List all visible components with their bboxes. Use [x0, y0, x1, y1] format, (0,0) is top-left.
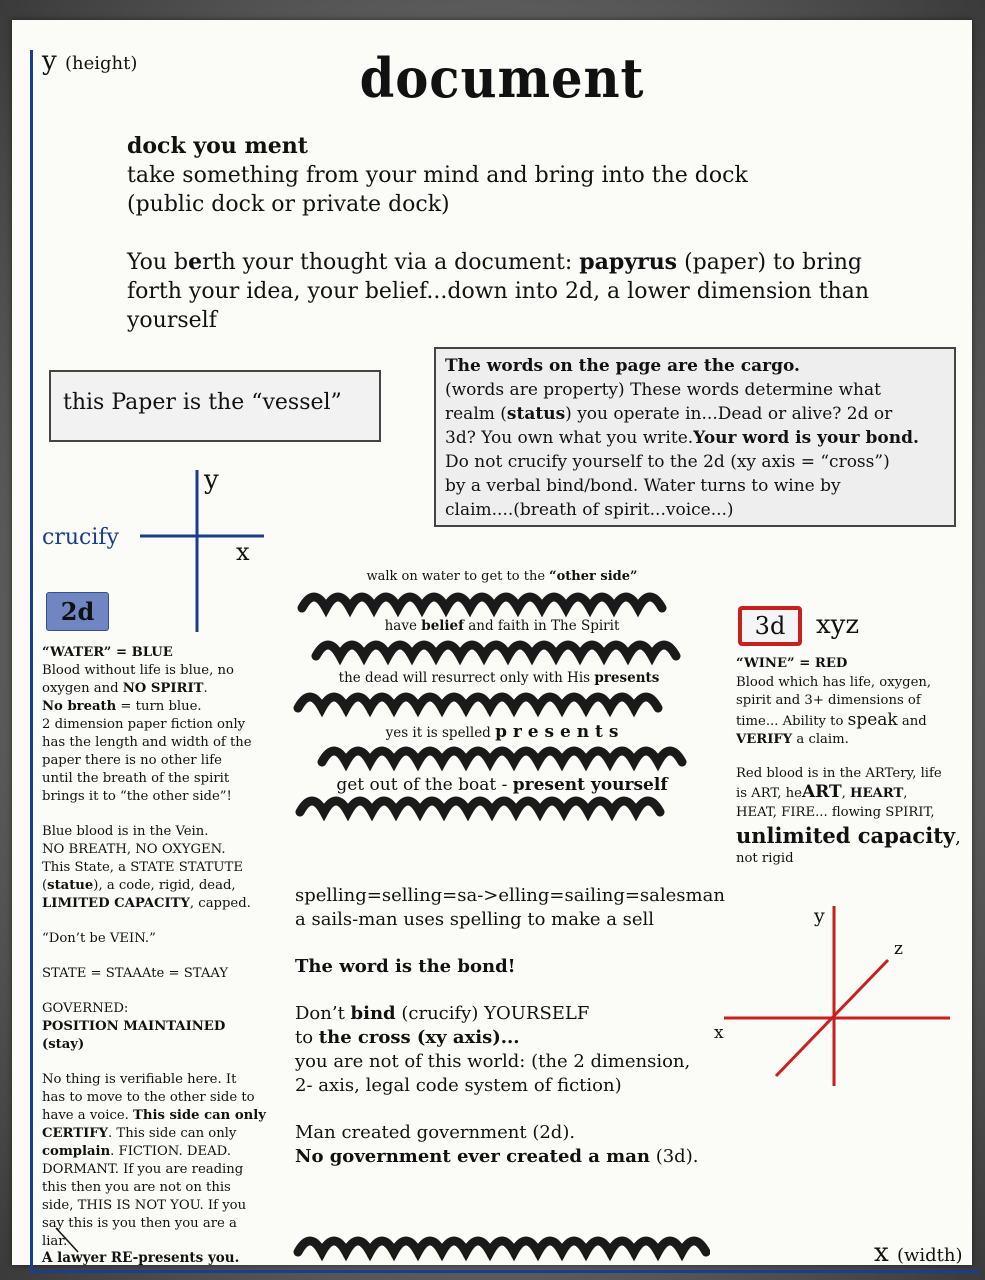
vein-quote: “Don’t be VEIN.” [42, 931, 156, 946]
page-title: document [359, 46, 645, 110]
cargo-line: 3d? You own what you write.Your word is your bond. [445, 428, 919, 448]
state-line: STATE = STAAAte = STAAY [42, 966, 229, 981]
corner-y-label: y (height) [42, 46, 138, 76]
cargo-line: Do not crucify yourself to the 2d (xy axis = “cross”) [445, 452, 890, 472]
wave-4 [322, 751, 682, 762]
xyz-label: xyz [816, 610, 860, 640]
wave-text-2: have belief and faith in The Spirit [384, 618, 620, 634]
spelling-paragraph: spelling=selling=sa->elling=sailing=salesman a sails-man uses spelling to make a sell [295, 885, 725, 930]
governed-paragraph: GOVERNED: POSITION MAINTAINED (stay) [42, 1001, 226, 1052]
badge-2d: 2d [46, 592, 109, 631]
x-axis-border [30, 1270, 980, 1273]
wave-text-5: get out of the boat - present yourself [336, 775, 668, 795]
intro-paragraph: You berth your thought via a document: papyrus (paper) to bring [127, 249, 863, 275]
cross-diagram [132, 460, 272, 640]
cargo-line: (words are property) These words determine what [445, 380, 881, 400]
water-paragraph: “WATER” = BLUE Blood without life is blue, no oxygen and NO SPIRIT. No breath = turn blue. 2 dimension paper fiction only has the length and width of the paper there is no other life until the breath of the spirit brings it to “the other side”! [42, 645, 252, 804]
axis-3d-z-label: z [894, 939, 903, 959]
paper-sheet [12, 20, 972, 1268]
y-axis-border [30, 50, 33, 1272]
intro-text [127, 132, 927, 335]
cargo-box [434, 347, 956, 527]
cargo-line: by a verbal bind/bond. Water turns to wine by [445, 476, 841, 496]
wave-text-4: yes it is spelled p r e s e n t s [385, 722, 619, 742]
wave-text-3: the dead will resurrect only with His presents [338, 670, 660, 686]
wave-3 [298, 697, 658, 708]
wine-paragraph: “WINE” = RED Blood which has life, oxygen, spirit and 3+ dimensions of time... Ability to speak and VERIFY a claim. [736, 656, 932, 747]
badge-3d: 3d [738, 606, 802, 646]
cargo-line: claim....(breath of spirit...voice...) [445, 500, 734, 520]
cross-x-label: x [236, 538, 250, 566]
intro-line: (public dock or private dock) [127, 192, 450, 217]
vein-paragraph: Blue blood is in the Vein. NO BREATH, NO OXYGEN. This State, a STATE STATUTE (statue), a code, rigid, dead, LIMITED CAPACITY, capped. [42, 824, 251, 911]
intro-line: forth your idea, your belief...down into 2d, a lower dimension than [127, 279, 870, 304]
right-column [736, 655, 976, 884]
intro-line: yourself [127, 308, 217, 333]
intro-heading: dock you ment [127, 133, 308, 159]
bottom-wave [290, 1226, 710, 1266]
corner-x-label: x (width) [874, 1238, 963, 1268]
axis-3d-y-label: y [814, 905, 825, 927]
artery-paragraph: Red blood is in the ARTery, life is ART, heART, HEART, HEAT, FIRE... flowing SPIRIT, unlimited capacity, not rigid [736, 765, 961, 866]
wave-2 [316, 645, 676, 656]
lawyer-note: A lawyer RE-presents you. [42, 1250, 240, 1266]
crucify-label: crucify [42, 525, 119, 550]
axes-3d-diagram [706, 900, 966, 1090]
cross-y-label: y [204, 465, 219, 495]
verifiable-paragraph: No thing is verifiable here. It has to move to the other side to have a voice. This side can only CERTIFY. This side can only complain. FICTION. DEAD. DORMANT. If you are reading this then you are not on this side, THIS IS NOT YOU. If you say this is you then you are a liar. [42, 1072, 266, 1249]
wave-1 [302, 597, 662, 608]
axis-3d-x-label: x [714, 1023, 724, 1043]
wave-text-1: walk on water to get to the “other side” [366, 569, 638, 584]
cross-paragraph: Don’t bind (crucify) YOURSELF to the cross (xy axis)... you are not of this world: (the 2 dimension, 2- axis, legal code system of fiction) [295, 1003, 691, 1096]
cargo-line: realm (status) you operate in...Dead or alive? 2d or [445, 404, 893, 424]
wave-5 [300, 801, 660, 812]
middle-column [295, 884, 735, 1192]
vessel-box: this Paper is the “vessel” [49, 370, 381, 442]
left-column [42, 644, 268, 1268]
intro-line: take something from your mind and bring into the dock [127, 163, 748, 188]
government-paragraph: Man created government (2d). No government ever created a man (3d). [295, 1122, 699, 1167]
bond-statement: The word is the bond! [295, 956, 516, 977]
cargo-heading: The words on the page are the cargo. [445, 356, 800, 376]
